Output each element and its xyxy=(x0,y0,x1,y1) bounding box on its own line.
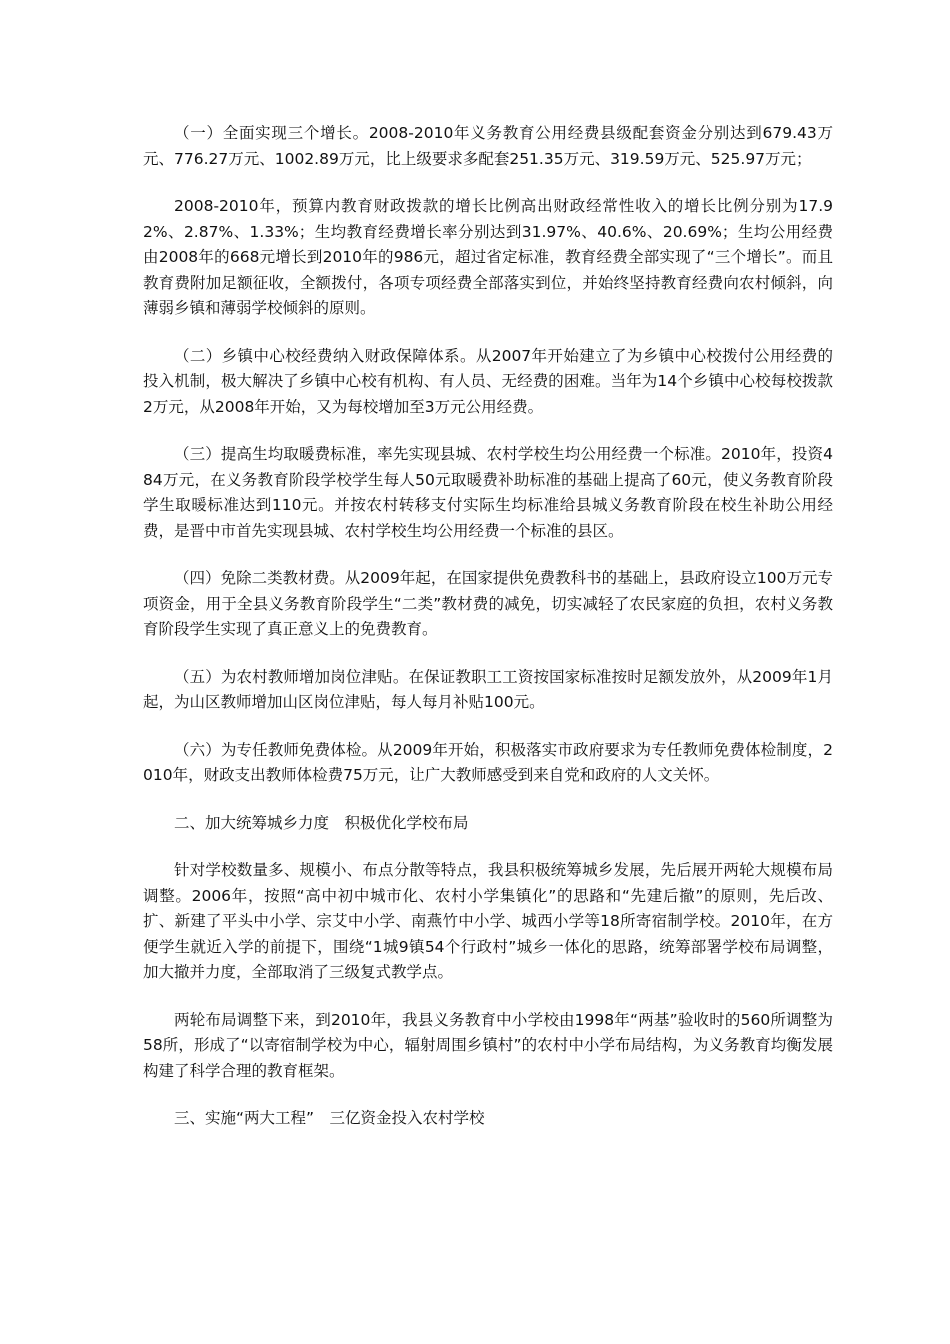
paragraph-3: （二）乡镇中心校经费纳入财政保障体系。从2007年开始建立了为乡镇中心校拨付公用经费的投入机制，极大解决了乡镇中心校有机构、有人员、无经费的困难。当年为14个乡镇中心校每校拨款2万元，从2008年开始，又为每校增加至3万元公用经费。 xyxy=(143,346,833,416)
paragraph-6: （五）为农村教师增加岗位津贴。在保证教职工工资按国家标准按时足额发放外，从2009年1月起，为山区教师增加山区岗位津贴，每人每月补贴100元。 xyxy=(143,667,833,711)
paragraph-8: 针对学校数量多、规模小、布点分散等特点，我县积极统筹城乡发展，先后展开两轮大规模布局调整。2006年，按照“高中初中城市化、农村小学集镇化”的思路和“先建后撤”的原则，先后改、扩、新建了平头中小学、宗艾中小学、南燕竹中小学、城西小学等18所寄宿制学校。2010年，在方便学生就近入学的前提下，围绕“1城9镇54个行政村”城乡一体化的思路，统筹部署学校布局调整，加大撤并力度，全部取消了三级复式教学点。 xyxy=(143,861,833,981)
document-body xyxy=(143,121,833,1154)
paragraph-1: （一）全面实现三个增长。2008-2010年义务教育公用经费县级配套资金分别达到679.43万元、776.27万元、1002.89万元，比上级要求多配套251.35万元、319.59万元、525.97万元； xyxy=(143,124,833,168)
paragraph-2: 2008-2010年，预算内教育财政拨款的增长比例高出财政经常性收入的增长比例分别为17.92%、2.87%、1.33%；生均教育经费增长率分别达到31.97%、40.6%、20.69%；生均公用经费由2008年的668元增长到2010年的986元，超过省定标准，教育经费全部实现了“三个增长”。而且教育费附加足额征收，全额拨付，各项专项经费全部落实到位，并始终坚持教育经费向农村倾斜，向薄弱乡镇和薄弱学校倾斜的原则。 xyxy=(143,197,833,317)
paragraph-7: （六）为专任教师免费体检。从2009年开始，积极落实市政府要求为专任教师免费体检制度，2010年，财政支出教师体检费75万元，让广大教师感受到来自党和政府的人文关怀。 xyxy=(143,740,833,784)
section-heading-2: 二、加大统筹城乡力度 积极优化学校布局 xyxy=(174,813,469,832)
paragraph-9: 两轮布局调整下来，到2010年，我县义务教育中小学校由1998年“两基”验收时的560所调整为58所，形成了“以寄宿制学校为中心，辐射周围乡镇村”的农村中小学布局结构，为义务教育均衡发展构建了科学合理的教育框架。 xyxy=(143,1010,833,1080)
paragraph-4: （三）提高生均取暖费标准，率先实现县城、农村学校生均公用经费一个标准。2010年，投资484万元，在义务教育阶段学校学生每人50元取暖费补助标准的基础上提高了60元，使义务教育阶段学生取暖标准达到110元。并按农村转移支付实际生均标准给县城义务教育阶段在校生补助公用经费，是晋中市首先实现县城、农村学校生均公用经费一个标准的县区。 xyxy=(143,445,833,540)
paragraph-5: （四）免除二类教材费。从2009年起，在国家提供免费教科书的基础上，县政府设立100万元专项资金，用于全县义务教育阶段学生“二类”教材费的减免，切实减轻了农民家庭的负担，农村义务教育阶段学生实现了真正意义上的免费教育。 xyxy=(143,569,833,638)
section-heading-3: 三、实施“两大工程” 三亿资金投入农村学校 xyxy=(174,1109,485,1127)
